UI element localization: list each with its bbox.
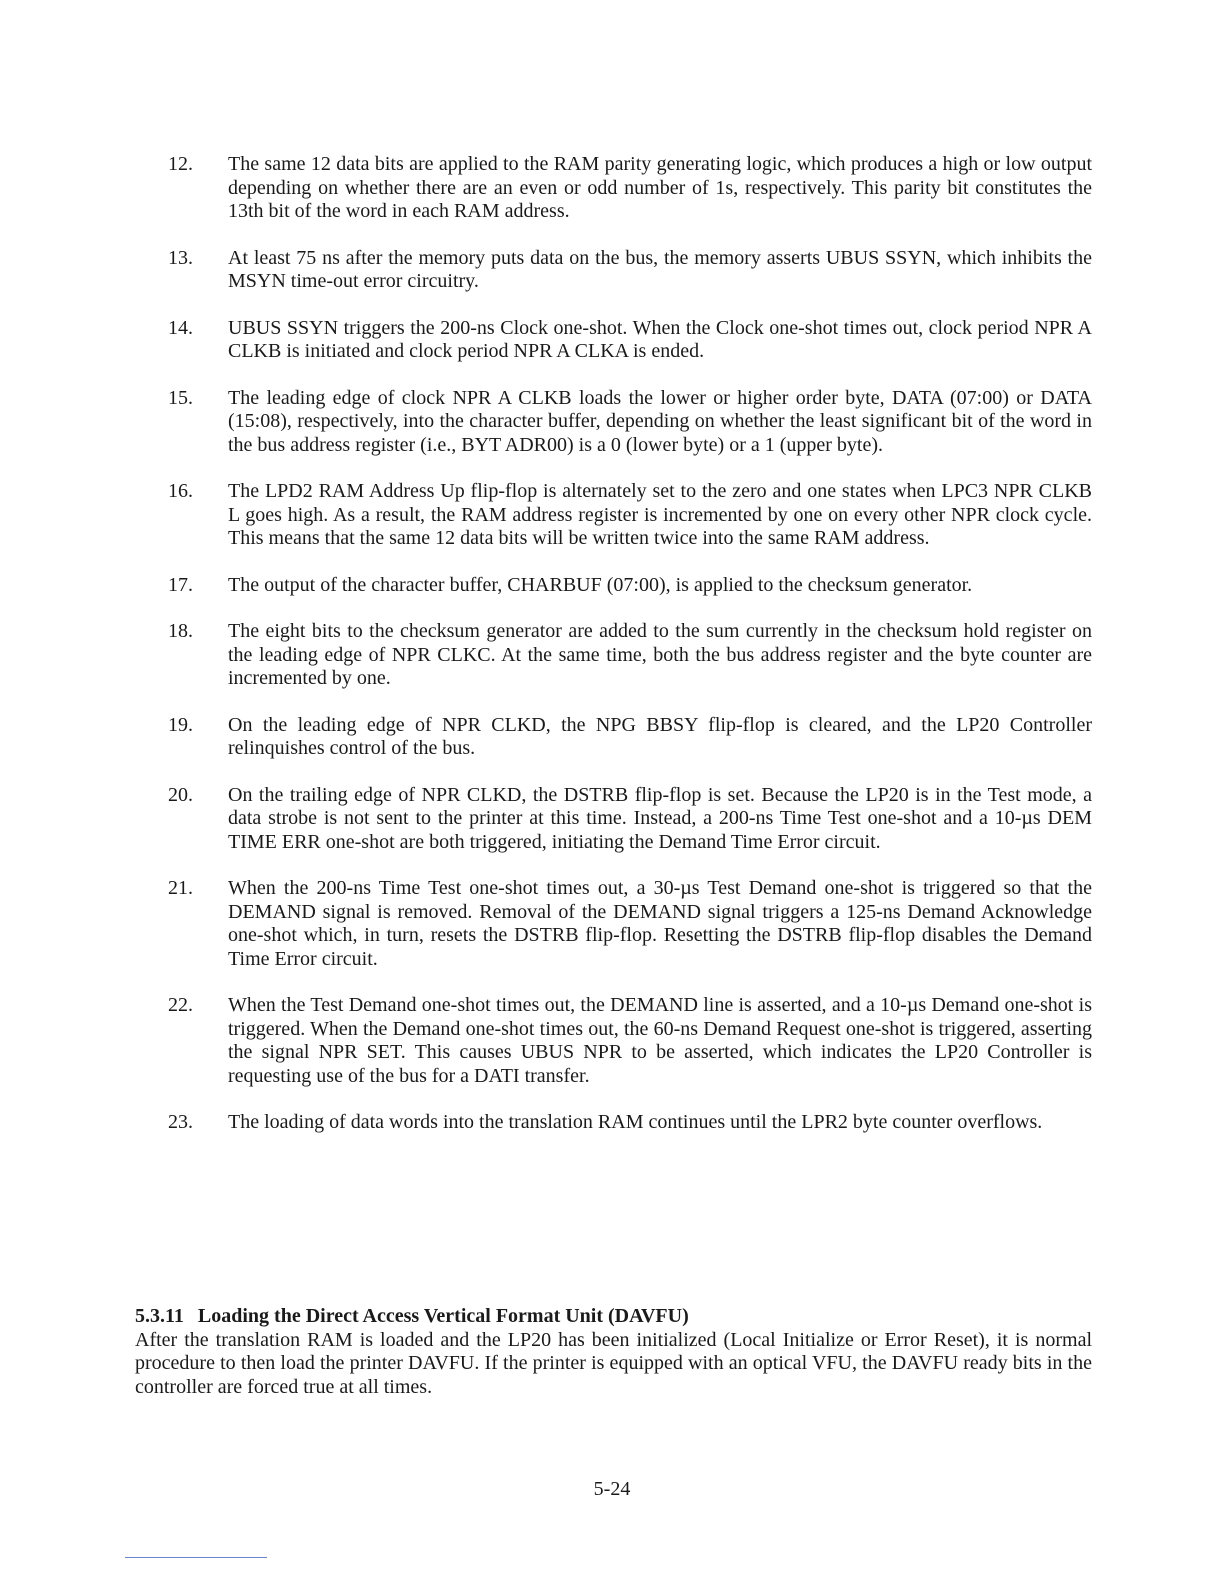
item-number: 21. (168, 877, 193, 899)
item-number: 13. (168, 246, 193, 269)
item-text: At least 75 ns after the memory puts data on the bus, the memory asserts UBUS SSYN, which inhibits the MSYN time-out error circuitry. (228, 246, 1092, 292)
section-title: Loading the Direct Access Vertical Format Unit (DAVFU) (197, 1305, 689, 1327)
item-number: 16. (168, 480, 193, 502)
item-text: The output of the character buffer, CHARBUF (07:00), is applied to the checksum generator. (228, 573, 973, 596)
list-item (168, 247, 1092, 294)
section-body: After the translation RAM is loaded and the LP20 has been initialized (Local Initialize or Error Reset), it is normal procedure to then load the printer DAVFU. If the printer is equipped with an optical VFU, the DAVFU ready bits in the controller are forced true at all times. (135, 1328, 1092, 1398)
item-number: 20. (168, 783, 193, 806)
list-item (168, 620, 1092, 691)
list-item (168, 480, 1092, 551)
item-number: 15. (168, 386, 193, 409)
item-text: UBUS SSYN triggers the 200-ns Clock one-shot. When the Clock one-shot times out, clock period NPR A CLKB is initiated and clock period NPR A CLKA is ended. (228, 316, 1092, 362)
list-item (168, 784, 1092, 855)
item-text: The LPD2 RAM Address Up flip-flop is alternately set to the zero and one states when LPC3 NPR CLKB L goes high. As a result, the RAM address register is incremented by one on every other NPR clock cycle. This means that the same 12 data bits will be written twice into the same RAM address. (228, 480, 1092, 549)
item-text: On the trailing edge of NPR CLKD, the DSTRB flip-flop is set. Because the LP20 is in the Test mode, a data strobe is not sent to the printer at this time. Instead, a 200-ns Time Test one-shot and a 10-µs DEM TIME ERR one-shot are both triggered, initiating the Demand Time Error circuit. (228, 783, 1092, 853)
section-5-3-11 (135, 1305, 1092, 1399)
item-text: On the leading edge of NPR CLKD, the NPG BBSY flip-flop is cleared, and the LP20 Controller relinquishes control of the bus. (228, 713, 1092, 759)
numbered-list (168, 153, 1092, 1158)
item-number: 14. (168, 316, 193, 339)
item-number: 17. (168, 573, 193, 596)
list-item (168, 317, 1092, 364)
list-item (168, 153, 1092, 224)
item-text: The leading edge of clock NPR A CLKB loads the lower or higher order byte, DATA (07:00) or DATA (15:08), respectively, into the character buffer, depending on whether the least significant bit of the word in the bus address register (i.e., BYT ADR00) is a 0 (lower byte) or a 1 (upper byte). (228, 386, 1092, 456)
item-text: When the Test Demand one-shot times out, the DEMAND line is asserted, and a 10-µs Demand one-shot is triggered. When the Demand one-shot times out, the 60-ns Demand Request one-shot is triggered, asserting the signal NPR SET. This causes UBUS NPR to be asserted, which indicates the LP20 Controller is requesting use of the bus for a DATI transfer. (228, 994, 1092, 1087)
item-number: 19. (168, 713, 193, 736)
page-number: 5-24 (593, 1478, 631, 1500)
section-number: 5.3.11 (135, 1305, 184, 1327)
item-number: 12. (168, 153, 193, 175)
item-number: 22. (168, 994, 193, 1016)
item-text: The eight bits to the checksum generator are added to the sum currently in the checksum hold register on the leading edge of NPR CLKC. At the same time, both the bus address register and the byte counter are incremented by one. (228, 620, 1092, 689)
list-item (168, 1111, 1092, 1135)
section-heading (135, 1305, 1092, 1329)
item-text: The same 12 data bits are applied to the RAM parity generating logic, which produces a high or low output depending on whether there are an even or odd number of 1s, respectively. This parity bit constitutes the 13th bit of the word in each RAM address. (228, 153, 1092, 222)
item-text: The loading of data words into the translation RAM continues until the LPR2 byte counter overflows. (228, 1111, 1043, 1133)
item-number: 18. (168, 620, 193, 642)
list-item (168, 387, 1092, 458)
list-item (168, 714, 1092, 761)
item-text: When the 200-ns Time Test one-shot times out, a 30-µs Test Demand one-shot is triggered so that the DEMAND signal is removed. Removal of the DEMAND signal triggers a 125-ns Demand Acknowledge one-shot which, in turn, resets the DSTRB flip-flop. Resetting the DSTRB flip-flop disables the Demand Time Error circuit. (228, 877, 1092, 970)
item-number: 23. (168, 1111, 193, 1133)
list-item (168, 877, 1092, 971)
scan-edge-line (125, 1557, 267, 1558)
list-item (168, 574, 1092, 598)
list-item (168, 994, 1092, 1088)
